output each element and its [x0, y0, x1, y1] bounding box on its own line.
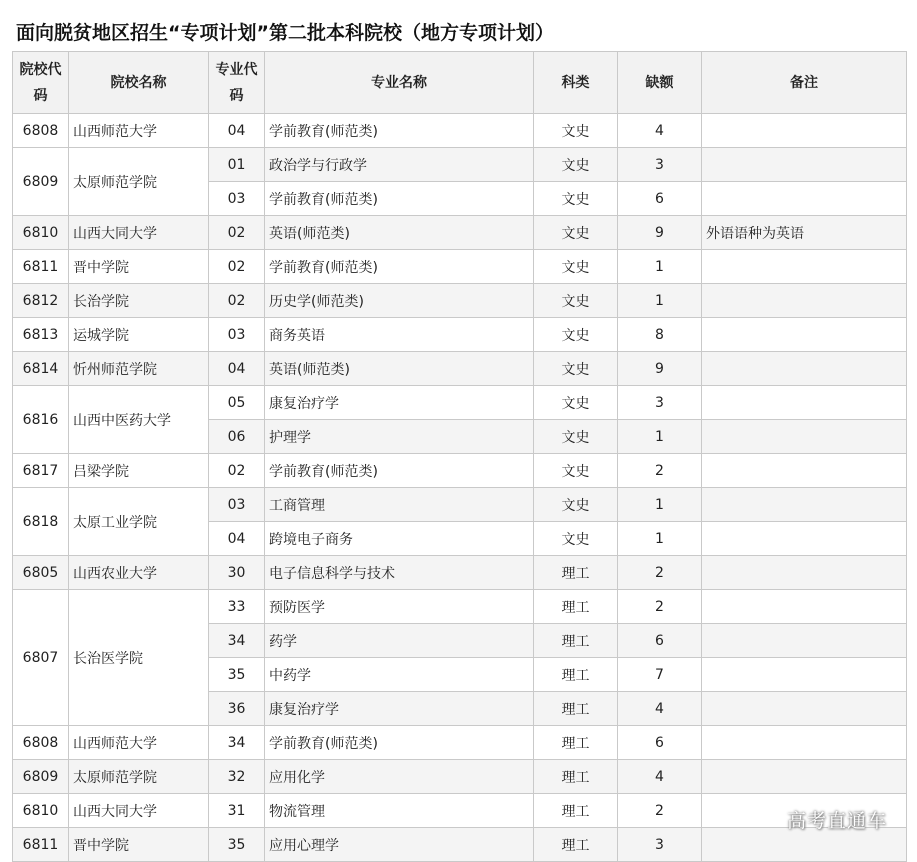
- cell-major-name: 学前教育(师范类): [265, 454, 534, 488]
- cell-vacancies: 4: [618, 760, 702, 794]
- cell-category: 理工: [534, 794, 618, 828]
- cell-major-name: 学前教育(师范类): [265, 726, 534, 760]
- cell-major-name: 应用化学: [265, 760, 534, 794]
- cell-category: 文史: [534, 250, 618, 284]
- table-row: [13, 114, 907, 148]
- cell-school-code: 6814: [13, 352, 69, 386]
- table-row: [13, 454, 907, 488]
- cell-remarks: [702, 692, 907, 726]
- cell-vacancies: 2: [618, 556, 702, 590]
- cell-category: 理工: [534, 590, 618, 624]
- header-category: 科类: [534, 52, 618, 114]
- cell-school-name: 晋中学院: [69, 250, 209, 284]
- cell-vacancies: 6: [618, 726, 702, 760]
- cell-major-name: 学前教育(师范类): [265, 250, 534, 284]
- cell-school-code: 6807: [13, 590, 69, 726]
- cell-school-code: 6816: [13, 386, 69, 454]
- cell-vacancies: 7: [618, 658, 702, 692]
- cell-major-name: 商务英语: [265, 318, 534, 352]
- admission-plan-table: [12, 51, 907, 862]
- cell-major-name: 历史学(师范类): [265, 284, 534, 318]
- table-row: [13, 148, 907, 182]
- cell-major-code: 01: [209, 148, 265, 182]
- cell-major-code: 30: [209, 556, 265, 590]
- cell-remarks: [702, 420, 907, 454]
- cell-major-name: 药学: [265, 624, 534, 658]
- cell-school-name: 长治学院: [69, 284, 209, 318]
- cell-school-name: 山西大同大学: [69, 794, 209, 828]
- cell-vacancies: 8: [618, 318, 702, 352]
- cell-remarks: [702, 114, 907, 148]
- cell-major-name: 电子信息科学与技术: [265, 556, 534, 590]
- cell-vacancies: 2: [618, 794, 702, 828]
- cell-school-code: 6808: [13, 726, 69, 760]
- table-row: [13, 794, 907, 828]
- cell-remarks: [702, 726, 907, 760]
- cell-vacancies: 2: [618, 590, 702, 624]
- header-school-name: 院校名称: [69, 52, 209, 114]
- cell-remarks: [702, 284, 907, 318]
- cell-category: 文史: [534, 488, 618, 522]
- cell-school-name: 太原师范学院: [69, 760, 209, 794]
- table-header-row: [13, 52, 907, 114]
- table-row: [13, 828, 907, 862]
- cell-category: 文史: [534, 114, 618, 148]
- cell-category: 文史: [534, 454, 618, 488]
- table-row: [13, 250, 907, 284]
- page-title: 面向脱贫地区招生“专项计划”第二批本科院校（地方专项计划）: [16, 22, 554, 44]
- cell-major-code: 04: [209, 522, 265, 556]
- cell-vacancies: 2: [618, 454, 702, 488]
- cell-school-code: 6817: [13, 454, 69, 488]
- cell-school-code: 6811: [13, 250, 69, 284]
- cell-major-code: 35: [209, 658, 265, 692]
- cell-school-code: 6810: [13, 216, 69, 250]
- header-school-code: 院校代码: [13, 52, 69, 114]
- cell-category: 文史: [534, 420, 618, 454]
- cell-major-code: 34: [209, 624, 265, 658]
- cell-major-name: 学前教育(师范类): [265, 114, 534, 148]
- cell-major-name: 护理学: [265, 420, 534, 454]
- cell-major-code: 33: [209, 590, 265, 624]
- cell-major-name: 学前教育(师范类): [265, 182, 534, 216]
- cell-school-name: 山西师范大学: [69, 114, 209, 148]
- cell-major-name: 应用心理学: [265, 828, 534, 862]
- cell-remarks: 外语语种为英语: [702, 216, 907, 250]
- cell-category: 文史: [534, 216, 618, 250]
- cell-category: 理工: [534, 624, 618, 658]
- cell-school-code: 6809: [13, 148, 69, 216]
- cell-vacancies: 1: [618, 420, 702, 454]
- cell-major-code: 02: [209, 284, 265, 318]
- cell-major-code: 35: [209, 828, 265, 862]
- cell-remarks: [702, 352, 907, 386]
- cell-school-code: 6805: [13, 556, 69, 590]
- cell-vacancies: 1: [618, 488, 702, 522]
- cell-vacancies: 1: [618, 284, 702, 318]
- cell-remarks: [702, 556, 907, 590]
- cell-remarks: [702, 488, 907, 522]
- cell-major-name: 工商管理: [265, 488, 534, 522]
- header-major-code: 专业代码: [209, 52, 265, 114]
- table-row: [13, 726, 907, 760]
- cell-school-name: 太原师范学院: [69, 148, 209, 216]
- cell-school-name: 山西大同大学: [69, 216, 209, 250]
- cell-major-name: 英语(师范类): [265, 216, 534, 250]
- cell-major-code: 03: [209, 318, 265, 352]
- table-row: [13, 318, 907, 352]
- cell-school-code: 6811: [13, 828, 69, 862]
- cell-remarks: [702, 454, 907, 488]
- cell-major-code: 36: [209, 692, 265, 726]
- cell-category: 文史: [534, 182, 618, 216]
- cell-major-code: 02: [209, 216, 265, 250]
- cell-category: 理工: [534, 828, 618, 862]
- cell-school-code: 6812: [13, 284, 69, 318]
- cell-major-code: 06: [209, 420, 265, 454]
- table-row: [13, 760, 907, 794]
- cell-category: 理工: [534, 692, 618, 726]
- cell-major-name: 物流管理: [265, 794, 534, 828]
- cell-school-code: 6818: [13, 488, 69, 556]
- cell-major-name: 政治学与行政学: [265, 148, 534, 182]
- cell-school-name: 吕梁学院: [69, 454, 209, 488]
- cell-school-name: 长治医学院: [69, 590, 209, 726]
- cell-school-name: 运城学院: [69, 318, 209, 352]
- header-vacancies: 缺额: [618, 52, 702, 114]
- cell-remarks: [702, 760, 907, 794]
- cell-major-code: 04: [209, 114, 265, 148]
- watermark: 高考直通车: [786, 810, 887, 832]
- cell-remarks: [702, 624, 907, 658]
- cell-vacancies: 4: [618, 114, 702, 148]
- cell-remarks: [702, 182, 907, 216]
- cell-vacancies: 3: [618, 386, 702, 420]
- cell-school-name: 太原工业学院: [69, 488, 209, 556]
- cell-school-name: 晋中学院: [69, 828, 209, 862]
- cell-vacancies: 9: [618, 352, 702, 386]
- cell-vacancies: 3: [618, 148, 702, 182]
- cell-vacancies: 6: [618, 182, 702, 216]
- header-major-name: 专业名称: [265, 52, 534, 114]
- cell-remarks: [702, 658, 907, 692]
- cell-school-name: 山西师范大学: [69, 726, 209, 760]
- cell-major-code: 03: [209, 488, 265, 522]
- cell-major-code: 03: [209, 182, 265, 216]
- table-row: [13, 386, 907, 420]
- cell-major-code: 04: [209, 352, 265, 386]
- cell-vacancies: 4: [618, 692, 702, 726]
- cell-major-code: 32: [209, 760, 265, 794]
- cell-remarks: [702, 148, 907, 182]
- table-row: [13, 352, 907, 386]
- table-row: [13, 590, 907, 624]
- table-body: [13, 114, 907, 862]
- cell-major-code: 02: [209, 454, 265, 488]
- cell-vacancies: 6: [618, 624, 702, 658]
- cell-school-name: 山西中医药大学: [69, 386, 209, 454]
- cell-category: 文史: [534, 386, 618, 420]
- cell-school-code: 6808: [13, 114, 69, 148]
- header-remarks: 备注: [702, 52, 907, 114]
- cell-major-name: 中药学: [265, 658, 534, 692]
- cell-major-code: 31: [209, 794, 265, 828]
- cell-category: 文史: [534, 352, 618, 386]
- cell-school-name: 忻州师范学院: [69, 352, 209, 386]
- cell-vacancies: 1: [618, 522, 702, 556]
- cell-vacancies: 3: [618, 828, 702, 862]
- cell-major-name: 英语(师范类): [265, 352, 534, 386]
- cell-category: 理工: [534, 556, 618, 590]
- table-row: [13, 556, 907, 590]
- cell-major-name: 康复治疗学: [265, 692, 534, 726]
- cell-remarks: [702, 522, 907, 556]
- cell-remarks: [702, 590, 907, 624]
- cell-vacancies: 9: [618, 216, 702, 250]
- cell-remarks: [702, 386, 907, 420]
- cell-major-name: 康复治疗学: [265, 386, 534, 420]
- cell-category: 理工: [534, 658, 618, 692]
- cell-major-code: 05: [209, 386, 265, 420]
- cell-major-name: 预防医学: [265, 590, 534, 624]
- table-row: [13, 284, 907, 318]
- cell-major-code: 02: [209, 250, 265, 284]
- cell-major-code: 34: [209, 726, 265, 760]
- cell-category: 文史: [534, 148, 618, 182]
- table-row: [13, 216, 907, 250]
- cell-remarks: [702, 318, 907, 352]
- cell-major-name: 跨境电子商务: [265, 522, 534, 556]
- cell-category: 理工: [534, 726, 618, 760]
- cell-vacancies: 1: [618, 250, 702, 284]
- cell-category: 理工: [534, 760, 618, 794]
- cell-school-code: 6810: [13, 794, 69, 828]
- cell-category: 文史: [534, 318, 618, 352]
- cell-remarks: [702, 250, 907, 284]
- cell-school-name: 山西农业大学: [69, 556, 209, 590]
- table-row: [13, 488, 907, 522]
- cell-category: 文史: [534, 284, 618, 318]
- cell-category: 文史: [534, 522, 618, 556]
- cell-school-code: 6809: [13, 760, 69, 794]
- cell-school-code: 6813: [13, 318, 69, 352]
